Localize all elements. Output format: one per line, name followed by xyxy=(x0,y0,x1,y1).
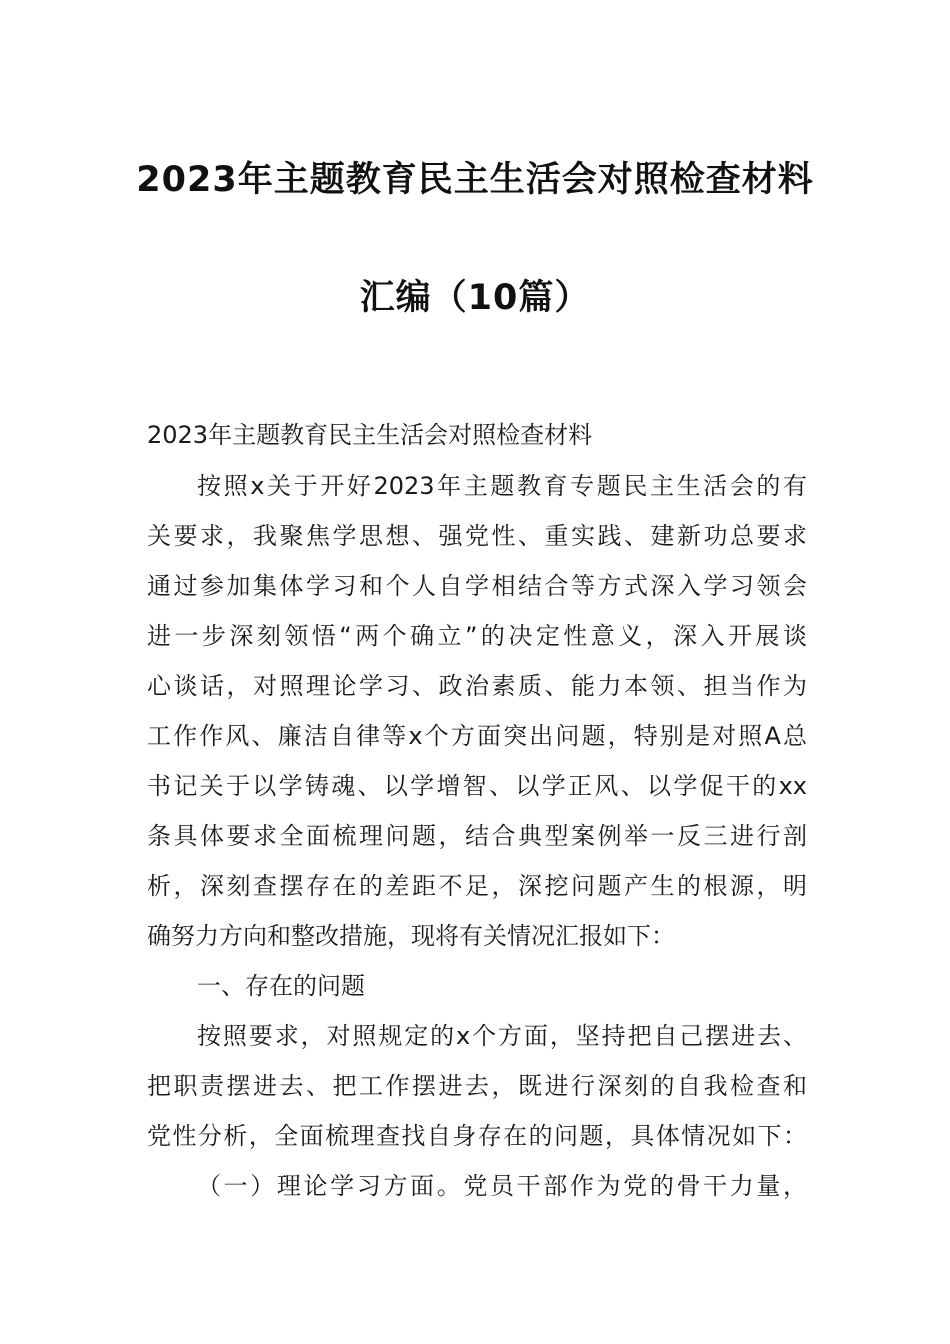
paragraph1-line: 确努力方向和整改措施，现将有关情况汇报如下： xyxy=(147,922,675,950)
paragraph1-line: 工作作风、廉洁自律等x个方面突出问题，特别是对照A总 xyxy=(147,722,807,750)
paragraph1-line: 书记关于以学铸魂、以学增智、以学正风、以学促干的xx xyxy=(147,772,807,800)
paragraph1-line: 关要求，我聚焦学思想、强党性、重实践、建新功总要求 xyxy=(147,522,807,550)
paragraph2-line: 按照要求，对照规定的x个方面，坚持把自己摆进去、 xyxy=(197,1022,807,1050)
paragraph1-line: 条具体要求全面梳理问题，结合典型案例举一反三进行剖 xyxy=(147,822,807,850)
document-title-line2: 汇编（10篇） xyxy=(359,278,591,318)
paragraph1-line: 心谈话，对照理论学习、政治素质、能力本领、担当作为 xyxy=(147,672,807,700)
paragraph1-line: 析，深刻查摆存在的差距不足，深挖问题产生的根源，明 xyxy=(147,872,807,900)
paragraph1-line: 通过参加集体学习和个人自学相结合等方式深入学习领会 xyxy=(147,572,807,600)
paragraph2-line: 把职责摆进去、把工作摆进去，既进行深刻的自我检查和 xyxy=(147,1072,807,1100)
section-subtitle: 2023年主题教育民主生活会对照检查材料 xyxy=(147,421,593,449)
subsection-line: （一）理论学习方面。党员干部作为党的骨干力量， xyxy=(197,1172,807,1200)
paragraph1-line: 进一步深刻领悟“两个确立”的决定性意义，深入开展谈 xyxy=(147,622,807,650)
paragraph2-line: 党性分析，全面梳理查找自身存在的问题，具体情况如下： xyxy=(147,1122,807,1150)
document-title-line1: 2023年主题教育民主生活会对照检查材料 xyxy=(136,160,814,200)
section-heading: 一、存在的问题 xyxy=(197,972,365,1000)
paragraph1-line: 按照x关于开好2023年主题教育专题民主生活会的有 xyxy=(197,472,807,500)
